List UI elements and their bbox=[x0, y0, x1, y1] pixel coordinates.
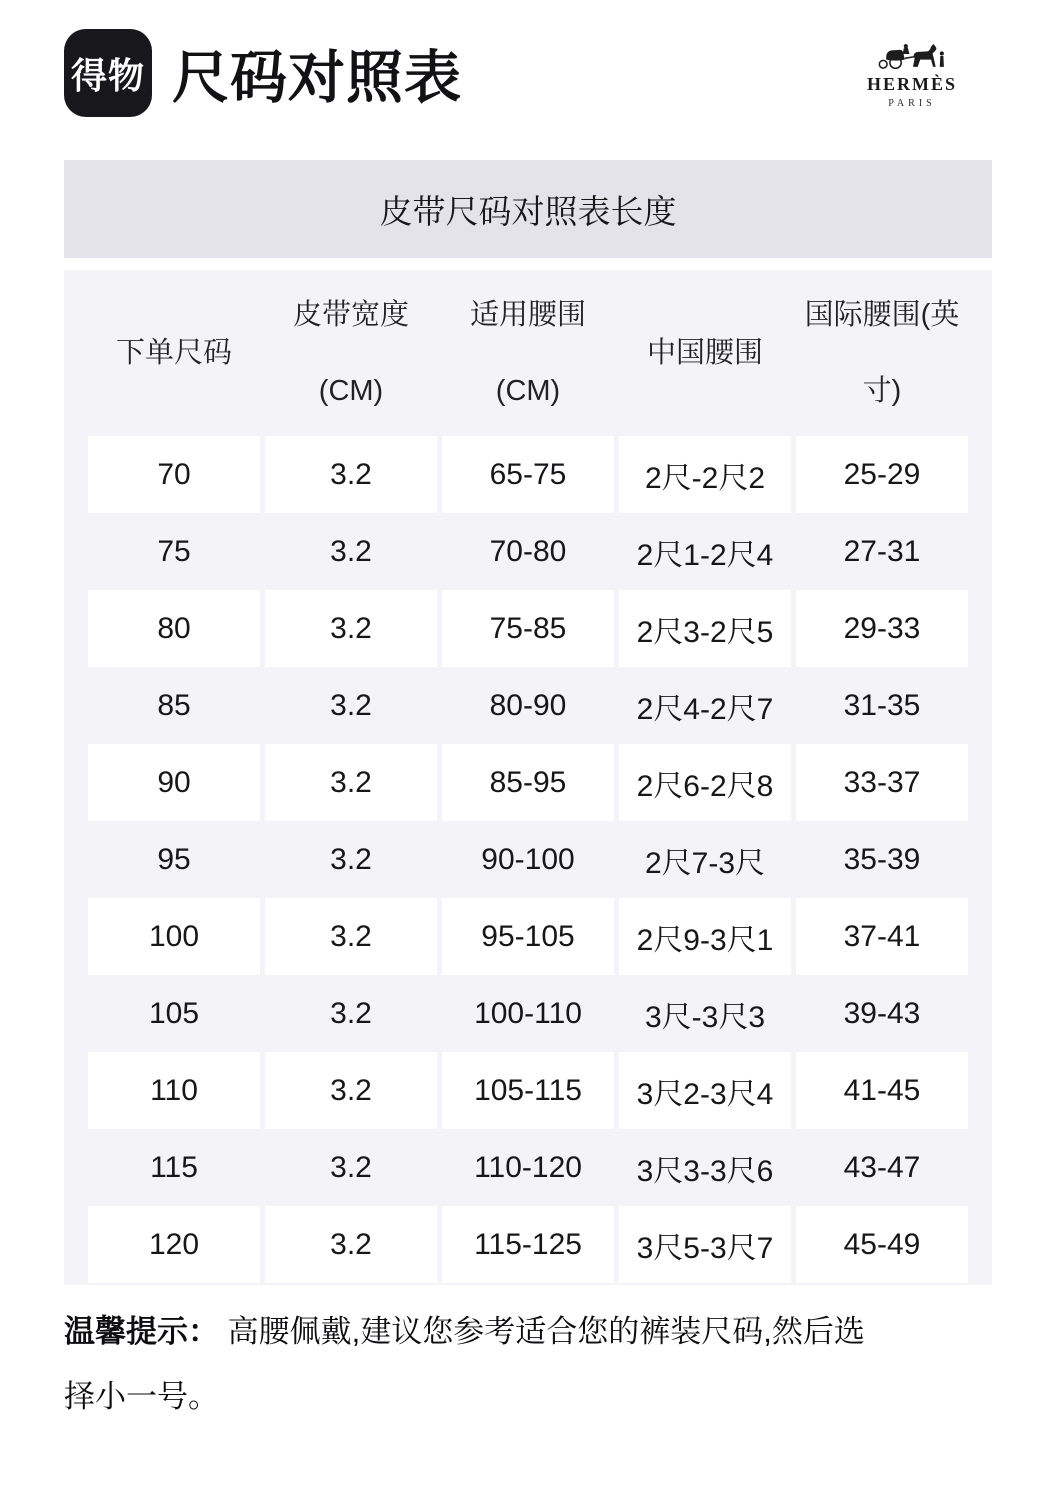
cell-order-size: 120 bbox=[88, 1206, 260, 1283]
cell-cn-waist: 3尺-3尺3 bbox=[644, 1000, 766, 1034]
col-header-line: 下单尺码 bbox=[115, 337, 232, 369]
cell-order-size: 85 bbox=[157, 688, 191, 722]
cell-belt-width: 3.2 bbox=[265, 1206, 437, 1283]
col-header-line: (CM) bbox=[318, 375, 384, 407]
table-row bbox=[88, 436, 968, 513]
cell-intl-waist: 35-39 bbox=[843, 842, 921, 876]
hermes-logo bbox=[832, 38, 992, 109]
cell-fit-waist: 105-115 bbox=[442, 1052, 614, 1129]
table-row bbox=[88, 975, 968, 1052]
cell-intl-waist: 25-29 bbox=[796, 436, 968, 513]
col-header-fit-waist bbox=[442, 277, 614, 429]
cell-belt-width: 3.2 bbox=[330, 842, 372, 876]
page-header bbox=[64, 28, 992, 118]
table-header-row bbox=[88, 270, 968, 436]
belt-size-table bbox=[64, 270, 992, 1285]
cell-order-size: 100 bbox=[88, 898, 260, 975]
table-row bbox=[88, 821, 968, 898]
cell-order-size: 110 bbox=[88, 1052, 260, 1129]
cell-order-size: 115 bbox=[150, 1150, 198, 1184]
cell-intl-waist: 43-47 bbox=[843, 1150, 921, 1184]
hermes-wordmark: HERMÈS bbox=[866, 73, 957, 94]
cell-cn-waist: 2尺1-2尺4 bbox=[636, 538, 774, 572]
col-header-line: 皮带宽度 bbox=[292, 299, 409, 331]
dewu-logo-text: 得物 bbox=[70, 54, 145, 96]
cell-cn-waist: 2尺-2尺2 bbox=[619, 436, 791, 513]
cell-cn-waist: 2尺4-2尺7 bbox=[636, 692, 774, 726]
table-row bbox=[88, 744, 968, 821]
cell-intl-waist: 33-37 bbox=[796, 744, 968, 821]
col-header-intl-waist bbox=[796, 277, 968, 429]
cell-cn-waist: 2尺7-3尺 bbox=[644, 846, 766, 880]
col-header-belt-width bbox=[265, 277, 437, 429]
cell-belt-width: 3.2 bbox=[265, 1052, 437, 1129]
footnote-prefix: 温馨提示： bbox=[64, 1314, 219, 1349]
cell-fit-waist: 100-110 bbox=[474, 996, 582, 1030]
table-row bbox=[88, 1206, 968, 1283]
cell-cn-waist: 2尺6-2尺8 bbox=[619, 744, 791, 821]
cell-order-size: 70 bbox=[88, 436, 260, 513]
cell-cn-waist: 3尺3-3尺6 bbox=[636, 1154, 774, 1188]
col-header-cn-waist bbox=[619, 315, 791, 391]
cell-intl-waist: 45-49 bbox=[796, 1206, 968, 1283]
table-row bbox=[88, 1129, 968, 1206]
cell-fit-waist: 85-95 bbox=[442, 744, 614, 821]
cell-fit-waist: 75-85 bbox=[442, 590, 614, 667]
cell-belt-width: 3.2 bbox=[265, 436, 437, 513]
table-row bbox=[88, 898, 968, 975]
cell-order-size: 105 bbox=[148, 996, 200, 1030]
cell-fit-waist: 70-80 bbox=[489, 534, 567, 568]
cell-fit-waist: 80-90 bbox=[489, 688, 567, 722]
col-header-line: 国际腰围(英 bbox=[804, 299, 960, 331]
col-header-order-size bbox=[88, 315, 260, 391]
col-header-line: 中国腰围 bbox=[646, 337, 763, 369]
footnote-line2: 择小一号。 bbox=[64, 1379, 219, 1414]
cell-order-size: 80 bbox=[88, 590, 260, 667]
table-row bbox=[88, 590, 968, 667]
cell-belt-width: 3.2 bbox=[330, 996, 372, 1030]
cell-intl-waist: 37-41 bbox=[796, 898, 968, 975]
cell-intl-waist: 27-31 bbox=[843, 534, 921, 568]
hermes-carriage-icon bbox=[876, 40, 948, 71]
footnote-line1: 高腰佩戴,建议您参考适合您的裤装尺码,然后选 bbox=[227, 1314, 865, 1349]
col-header-line: 寸) bbox=[862, 375, 902, 407]
cell-order-size: 90 bbox=[88, 744, 260, 821]
cell-order-size: 75 bbox=[157, 534, 191, 568]
col-header-line: 适用腰围 bbox=[469, 299, 586, 331]
cell-belt-width: 3.2 bbox=[330, 1150, 372, 1184]
cell-fit-waist: 95-105 bbox=[442, 898, 614, 975]
cell-intl-waist: 41-45 bbox=[796, 1052, 968, 1129]
dewu-logo bbox=[64, 29, 152, 117]
cell-fit-waist: 115-125 bbox=[442, 1206, 614, 1283]
cell-belt-width: 3.2 bbox=[330, 534, 372, 568]
hermes-paris-label: PARIS bbox=[888, 97, 936, 109]
table-row bbox=[88, 667, 968, 744]
cell-fit-waist: 90-100 bbox=[481, 842, 575, 876]
col-header-line: (CM) bbox=[495, 375, 561, 407]
cell-belt-width: 3.2 bbox=[265, 744, 437, 821]
cell-cn-waist: 2尺9-3尺1 bbox=[619, 898, 791, 975]
cell-intl-waist: 29-33 bbox=[796, 590, 968, 667]
cell-intl-waist: 31-35 bbox=[843, 688, 921, 722]
cell-intl-waist: 39-43 bbox=[843, 996, 921, 1030]
table-title-banner bbox=[64, 160, 992, 258]
banner-title: 皮带尺码对照表长度 bbox=[379, 192, 677, 230]
cell-fit-waist: 110-120 bbox=[474, 1150, 582, 1184]
cell-cn-waist: 3尺2-3尺4 bbox=[619, 1052, 791, 1129]
cell-belt-width: 3.2 bbox=[330, 688, 372, 722]
table-row bbox=[88, 1052, 968, 1129]
cell-belt-width: 3.2 bbox=[265, 590, 437, 667]
page-title: 尺码对照表 bbox=[172, 46, 462, 110]
cell-order-size: 95 bbox=[157, 842, 191, 876]
cell-cn-waist: 3尺5-3尺7 bbox=[619, 1206, 791, 1283]
table-row bbox=[88, 513, 968, 590]
cell-fit-waist: 65-75 bbox=[442, 436, 614, 513]
cell-belt-width: 3.2 bbox=[265, 898, 437, 975]
cell-cn-waist: 2尺3-2尺5 bbox=[619, 590, 791, 667]
footnote bbox=[64, 1299, 992, 1429]
